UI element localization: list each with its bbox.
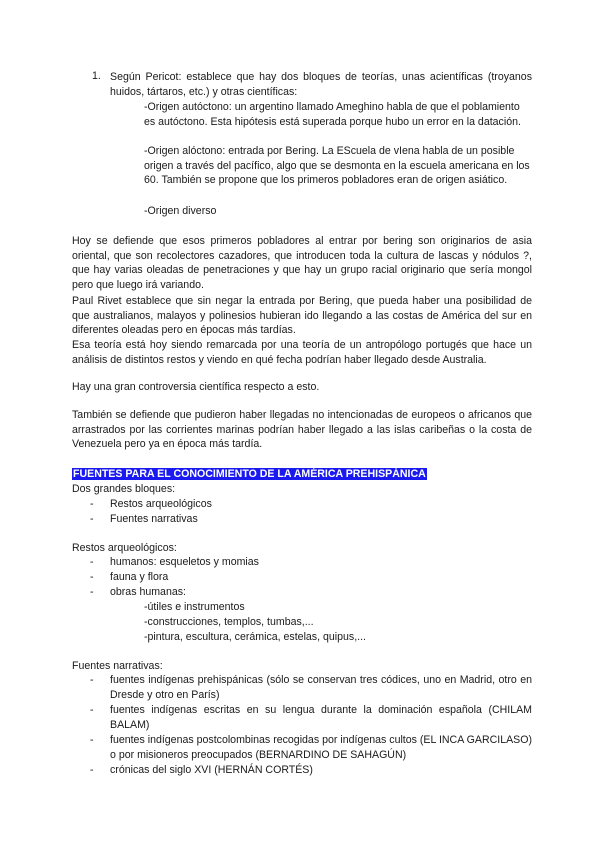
bullet-dash: - xyxy=(90,586,94,598)
paragraph-llegadas-no-intencionadas: También se defiende que pudieron haber llegadas no intencionadas de europeos o africanos que arrastrados por las corrientes marinas podrían haber llegado a las islas caribeñas o la costa de Venezuela pero ya en época más tardía. xyxy=(72,409,532,451)
paragraph-paul-rivet: Paul Rivet establece que sin negar la entrada por Bering, que pueda haber una posibilidad de que australianos, malayos y polinesios hubieran ido llegando a las costas de América del sur en diferentes oleadas pero en épocas más tardías. xyxy=(72,295,532,337)
list-number: 1. xyxy=(92,70,101,82)
origin-autoctono: -Origen autóctono: un argentino llamado Ameghino habla de que el poblamiento es autóctono. Esta hipótesis está superada porque hubo un error en la datación. xyxy=(144,101,521,128)
bullet-dash: - xyxy=(90,704,94,716)
origin-aloctono: -Origen alóctono: entrada por Bering. La EScuela de vIena habla de un posible origen a través del pacífico, algo que se desmonta en la escuela americana en los 60. También se propone que los primeros pobladores eran de origen asiático. xyxy=(144,145,530,187)
origin-diverso: -Origen diverso xyxy=(144,205,217,217)
fuente-postcolombinas: fuentes indígenas postcolombinas recogidas por indígenas cultos (EL INCA GARCILASO) o por misioneros preocupados (BERNARDINO DE SAHAGÚN) xyxy=(110,734,532,761)
paragraph-controversia: Hay una gran controversia científica respecto a esto. xyxy=(72,381,320,393)
bullet-dash: - xyxy=(90,571,94,583)
obras-construcciones: -construcciones, templos, tumbas,... xyxy=(144,616,314,628)
section-intro: Dos grandes bloques: xyxy=(72,483,176,495)
fuente-prehispanicas: fuentes indígenas prehispánicas (sólo se conservan tres códices, uno en Madrid, otro en Dresde y otro en París) xyxy=(110,674,532,701)
obras-pintura: -pintura, escultura, cerámica, estelas, quipus,... xyxy=(144,631,366,643)
paragraph-primeros-pobladores: Hoy se defiende que esos primeros pobladores al entrar por bering son originarios de asia oriental, que son recolectores cazadores, que introducen toda la cultura de lascas y nódulos ?, que hay varias oleadas de penetraciones y que hay un grupo racial originario que sería mongol pero que luego irá variando. xyxy=(72,235,532,291)
bullet-dash: - xyxy=(90,764,94,776)
numbered-item-text: Según Pericot: establece que hay dos bloques de teorías, unas acientíficas (troyanos huidos, tártaros, etc.) y otras científicas: xyxy=(110,71,532,98)
section-heading xyxy=(72,468,427,481)
bullet-dash: - xyxy=(90,556,94,568)
bullet-dash: - xyxy=(90,734,94,746)
fuentes-label: Fuentes narrativas: xyxy=(72,660,163,672)
section-heading-text: FUENTES PARA EL CONOCIMIENTO DE LA AMÉRICA PREHISPÁNICA xyxy=(73,468,426,480)
block-fuentes: Fuentes narrativas xyxy=(110,513,198,525)
block-restos: Restos arqueológicos xyxy=(110,498,212,510)
fuente-dominacion: fuentes indígenas escritas en su lengua durante la dominación española (CHILAM BALAM) xyxy=(110,704,532,731)
restos-label: Restos arqueológicos: xyxy=(72,542,177,554)
restos-obras: obras humanas: xyxy=(110,586,186,598)
paragraph-teoria-portugues: Esa teoría está hoy siendo remarcada por una teoría de un antropólogo portugés que hace un análisis de distintos restos y viendo en qué fecha podrían haber llegado desde Australia. xyxy=(72,339,532,366)
restos-fauna: fauna y flora xyxy=(110,571,169,583)
fuente-cronicas: crónicas del siglo XVI (HERNÁN CORTÉS) xyxy=(110,764,313,776)
bullet-dash: - xyxy=(90,513,94,525)
bullet-dash: - xyxy=(90,674,94,686)
bullet-dash: - xyxy=(90,498,94,510)
restos-humanos: humanos: esqueletos y momias xyxy=(110,556,259,568)
obras-utiles: -útiles e instrumentos xyxy=(144,601,245,613)
